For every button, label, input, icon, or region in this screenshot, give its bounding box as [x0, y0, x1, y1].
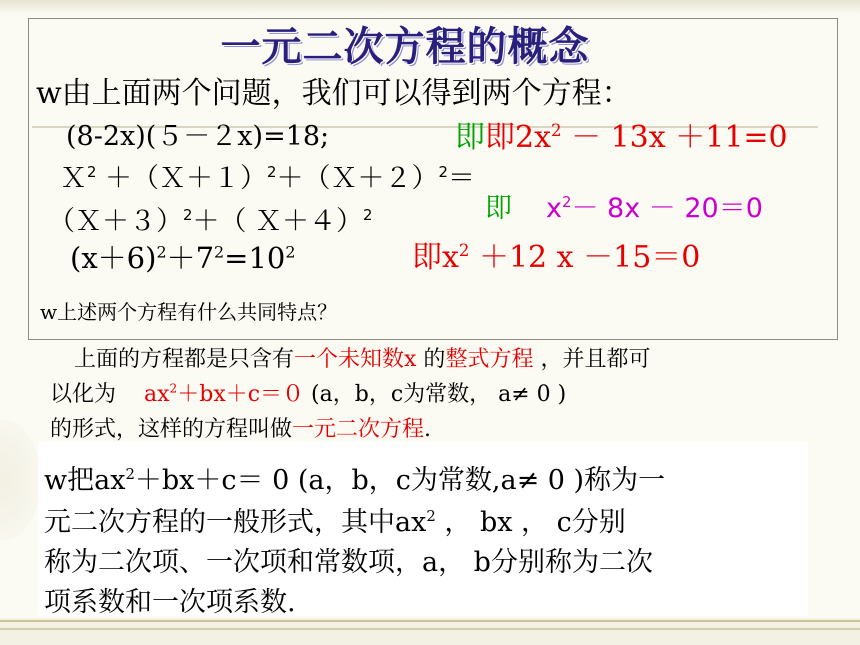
general-2b: ， bx ， c分别 [435, 507, 626, 538]
equation-1-main: 即2x [485, 120, 552, 155]
equation-1-text [485, 120, 788, 155]
equation-1-result [455, 112, 788, 156]
answer-line-2 [50, 377, 566, 408]
answer-line-3 [50, 412, 431, 443]
eq3-sup: 2 [156, 242, 167, 262]
general-line-1 [44, 458, 665, 497]
top-band [0, 0, 860, 14]
equation-2-prefix: 即 [485, 193, 512, 224]
general-2a: 元二次方程的一般形式，其中ax [44, 507, 427, 538]
eq3-a: (x＋6) [70, 241, 157, 275]
answer-3c: . [424, 417, 432, 442]
answer-1a: 上面的方程都是只含有 [74, 347, 295, 372]
answer-2b: ax [144, 382, 170, 407]
answer-3a: 的形式，这样的方程叫做 [50, 417, 293, 442]
eq2-sup: 2 [561, 193, 572, 211]
answer-1e: ，并且都可 [533, 347, 651, 372]
answer-2b-sup: 2 [169, 381, 178, 396]
answer-2a: 以化为 [50, 382, 117, 407]
eq3-result-tail: ＋12 x －15＝0 [478, 240, 701, 275]
eq3-result-main: 即x [412, 240, 459, 275]
answer-1b: 一个未知数x [294, 347, 417, 372]
answer-1d: 整式方程 [445, 347, 534, 372]
general-1a-sup: 2 [125, 465, 135, 483]
answer-2-formula [144, 382, 304, 407]
general-1b: ＋bx＋c＝ 0 (a，b，c为常数,a≠ 0 )称为一 [134, 465, 666, 496]
equation-3-result [412, 232, 700, 276]
question-text: w上述两个方程有什么共同特点？ [40, 300, 338, 324]
eq3-sup3: 2 [285, 242, 296, 262]
general-line-4: 项系数和一次项系数. [44, 587, 296, 618]
eq2-l1-b: ＋（Ｘ＋１） [105, 163, 268, 194]
eq2-l1-sup2: 2 [267, 163, 277, 181]
answer-1c: 的 [416, 347, 446, 372]
eq2-l2-sup: 2 [183, 206, 193, 224]
bottom-band [0, 618, 860, 645]
equation-3-left [70, 236, 296, 277]
eq2-l1-d: ＝ [447, 163, 475, 194]
general-1a: w把ax [44, 465, 126, 496]
answer-line-1 [74, 342, 650, 373]
eq2-main: x [546, 193, 562, 224]
eq3-b: ＋7 [166, 241, 215, 275]
intro-text: w由上面两个问题，我们可以得到两个方程： [36, 76, 632, 111]
general-line-3: 称为二次项、一次项和常数项，a， b分别称为二次 [44, 547, 653, 578]
equation-1-prefix: 即 [455, 120, 485, 155]
equation-2-line-2 [48, 199, 373, 238]
eq2-l2-sup2: 2 [363, 206, 373, 224]
page-title: 一元二次方程的概念 [220, 24, 590, 70]
eq2-tail: － 8x － 20＝0 [571, 193, 763, 224]
bottom-line-1 [0, 620, 860, 622]
answer-3b: 一元二次方程 [292, 417, 425, 442]
equation-1-left: (8-2x)(５－２x)=18; [66, 121, 330, 152]
eq3-result-sup: 2 [458, 241, 470, 260]
eq2-l2-a: （Ｘ＋３） [48, 206, 183, 237]
answer-2c: ＋bx＋c＝０ [177, 382, 305, 407]
answer-2d: (a，b，c为常数， a≠ 0 ) [311, 382, 567, 407]
bottom-line-2 [0, 628, 860, 630]
general-line-2 [44, 500, 626, 539]
eq2-l2-b: ＋（ Ｘ＋４） [192, 206, 364, 237]
eq3-c: =10 [224, 241, 286, 275]
eq3-sup2: 2 [214, 242, 225, 262]
general-2a-sup: 2 [426, 507, 436, 525]
equation-2-line-1 [60, 156, 475, 195]
eq2-l1-sup3: 2 [438, 163, 448, 181]
left-decoration [0, 420, 40, 540]
equation-2-text [546, 186, 763, 225]
equation-2-result [485, 186, 512, 225]
equation-1-tail: － 13x ＋11=0 [571, 120, 788, 155]
eq2-l1-sup: 2 [87, 163, 97, 181]
eq2-l1-a: Ｘ [60, 163, 87, 194]
eq2-l1-c: ＋（Ｘ＋２） [276, 163, 439, 194]
equation-1-sup: 2 [551, 121, 562, 140]
